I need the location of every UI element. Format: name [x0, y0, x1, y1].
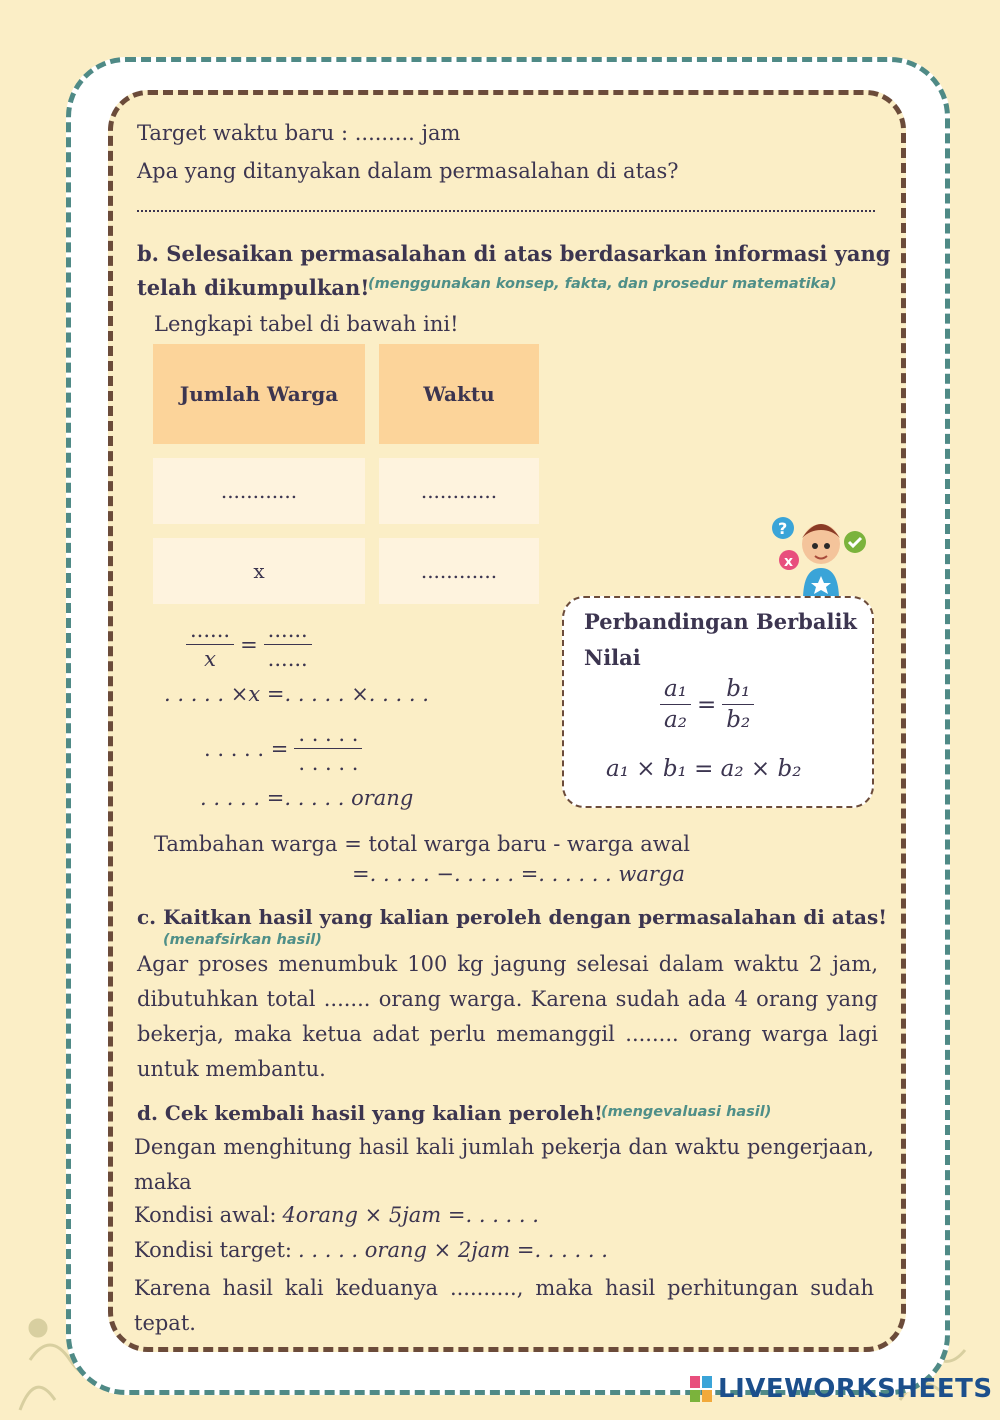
- table-cell-input[interactable]: ............: [379, 458, 539, 524]
- rule-box-product: a₁ × b₁ = a₂ × b₂: [606, 756, 802, 782]
- step-3-left[interactable]: . . . . . =: [204, 736, 289, 761]
- step-1-proportion: [186, 618, 312, 671]
- rule-box-title-line1: Perbandingan Berbalik: [584, 609, 857, 634]
- step-2-cross-multiply[interactable]: . . . . . ×x =. . . . . ×. . . . .: [164, 682, 429, 706]
- step-3-divide: [204, 722, 362, 775]
- table-instruction: Lengkapi tabel di bawah ini!: [154, 312, 459, 336]
- section-d-heading: d. Cek kembali hasil yang kalian peroleh!: [137, 1101, 603, 1125]
- table-header-jumlah-warga: Jumlah Warga: [153, 344, 365, 444]
- kondisi-target-row: [134, 1238, 608, 1262]
- kondisi-awal-row: [134, 1203, 539, 1227]
- table-cell-input[interactable]: ............: [379, 538, 539, 604]
- rule-box-ratio: [660, 676, 754, 733]
- section-c-paragraph: Agar proses menumbuk 100 kg jagung selesai dalam waktu 2 jam, dibutuhkan total ....... orang warga. Karena sudah ada 4 orang yang bekerja, maka ketua adat perlu memanggil ........ orang warga lagi untuk membantu.: [137, 952, 878, 1081]
- section-b-heading-line1: b. Selesaikan permasalahan di atas berdasarkan informasi yang: [137, 241, 891, 266]
- step-1-num-right[interactable]: ......: [264, 618, 312, 645]
- step-1-num-left[interactable]: ......: [186, 618, 234, 645]
- step-1-den-left: x: [204, 647, 216, 671]
- kondisi-target-label: Kondisi target:: [134, 1238, 293, 1262]
- step-1-equals: =: [240, 632, 258, 657]
- section-c-heading: c. Kaitkan hasil yang kalian peroleh dengan permasalahan di atas!: [137, 905, 888, 929]
- rule-b1: b₁: [722, 676, 754, 705]
- kondisi-awal-label: Kondisi awal:: [134, 1203, 277, 1227]
- kondisi-target-expr[interactable]: . . . . . orang × 2jam =. . . . . .: [298, 1238, 608, 1262]
- svg-text:?: ?: [778, 519, 788, 538]
- section-d-paragraph2: Karena hasil kali keduanya .........., maka hasil perhitungan sudah tepat.: [134, 1276, 874, 1335]
- tambahan-warga-calc[interactable]: =. . . . . −. . . . . =. . . . . . warga: [352, 862, 685, 886]
- rule-a2: a₂: [664, 707, 687, 733]
- rule-b2: b₂: [726, 707, 751, 733]
- step-1-den-right[interactable]: ......: [267, 647, 308, 671]
- section-b-heading-line2: telah dikumpulkan!: [137, 275, 370, 300]
- step-3-den[interactable]: . . . . .: [298, 751, 359, 775]
- student-character-illustration: [765, 510, 875, 600]
- liveworksheets-brand-text: LIVEWORKSHEETS: [718, 1374, 993, 1404]
- svg-text:x: x: [784, 554, 794, 570]
- tambahan-warga-formula: Tambahan warga = total warga baru - warga awal: [154, 832, 690, 856]
- target-time-line: Target waktu baru : ......... jam: [137, 121, 461, 145]
- question-prompt: Apa yang ditanyakan dalam permasalahan di atas?: [137, 159, 679, 183]
- rule-equals: =: [696, 691, 717, 718]
- section-b-note: (menggunakan konsep, fakta, dan prosedur matematika): [368, 276, 837, 292]
- rule-box-title-line2: Nilai: [584, 645, 641, 670]
- section-d-note: (mengevaluasi hasil): [601, 1104, 772, 1120]
- section-d-paragraph1: Dengan menghitung hasil kali jumlah pekerja dan waktu pengerjaan, maka: [134, 1135, 874, 1194]
- answer-line[interactable]: [137, 210, 875, 212]
- step-3-num[interactable]: . . . . .: [294, 722, 362, 749]
- section-c-note: (menafsirkan hasil): [163, 932, 322, 948]
- table-cell-x: x: [153, 538, 365, 604]
- table-header-waktu: Waktu: [379, 344, 539, 444]
- liveworksheets-logo-icon: [690, 1376, 712, 1402]
- table-cell-input[interactable]: ............: [153, 458, 365, 524]
- step-4-result[interactable]: . . . . . =. . . . . orang: [200, 786, 414, 810]
- liveworksheets-logo[interactable]: [690, 1374, 993, 1404]
- rule-a1: a₁: [660, 676, 691, 705]
- kondisi-awal-expr[interactable]: 4orang × 5jam =. . . . . .: [282, 1203, 539, 1227]
